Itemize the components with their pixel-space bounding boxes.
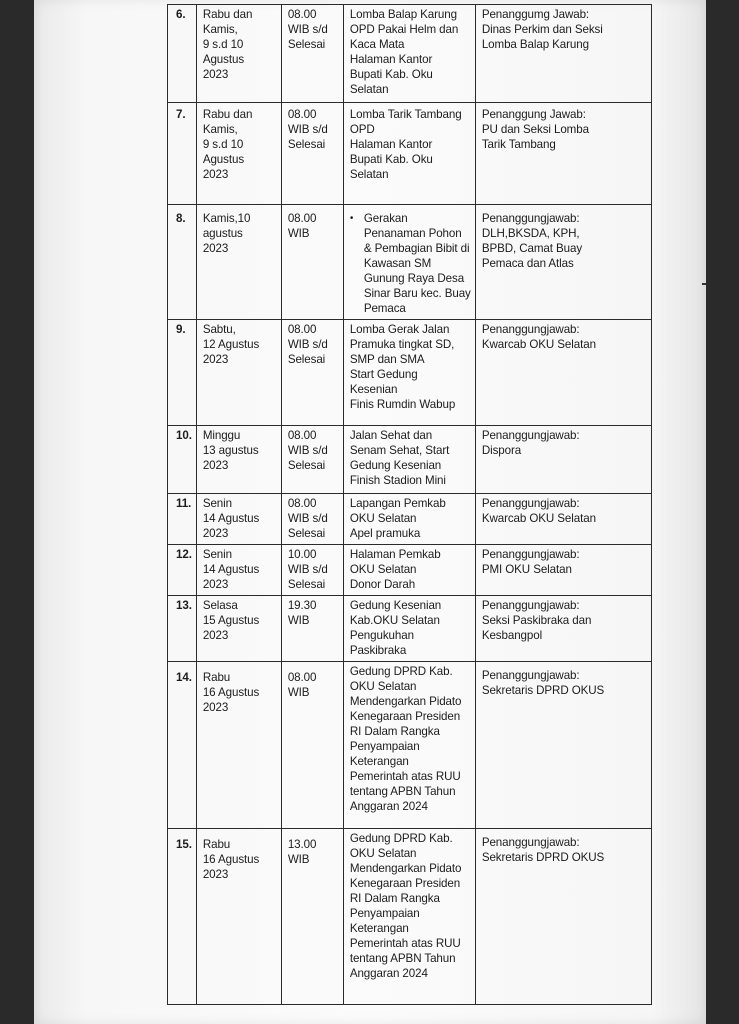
row-number-text: 6. <box>176 8 186 21</box>
row-activity-line: OKU Selatan <box>349 563 417 576</box>
row-date-line: 2023 <box>202 168 229 181</box>
row-activity-line: Paskibraka <box>349 644 407 657</box>
row-time-line: WIB s/d <box>287 563 328 576</box>
row-activity-line: Sinar Baru kec. Buay <box>363 287 471 300</box>
row-number-text: 15. <box>176 838 192 851</box>
row-activity-line: Lomba Balap Karung <box>349 8 457 21</box>
row-time <box>281 320 343 426</box>
row-date-line: 2023 <box>202 629 229 642</box>
row-number-text: 8. <box>176 212 186 225</box>
row-date <box>196 545 281 596</box>
row-activity-line: RI Dalam Rangka <box>349 892 440 905</box>
row-time-line: WIB s/d <box>287 123 328 136</box>
schedule-row <box>168 5 652 103</box>
row-responsible-line: PU dan Seksi Lomba <box>481 123 589 136</box>
row-activity-line: Keterangan <box>349 755 409 768</box>
row-date-line: 13 agustus <box>202 444 259 457</box>
schedule-row <box>168 829 652 1005</box>
row-activity-line: OKU Selatan <box>349 680 417 693</box>
row-responsible <box>475 829 651 1005</box>
row-activity-line: Pemerintah atas RUU <box>349 937 461 950</box>
row-date <box>196 494 281 545</box>
row-time-line: WIB s/d <box>287 512 328 525</box>
row-activity-line: OPD <box>349 123 375 136</box>
row-date <box>196 426 281 494</box>
row-time-line: 08.00 <box>287 108 317 121</box>
row-date <box>196 829 281 1005</box>
row-time-line: 08.00 <box>287 497 317 510</box>
row-activity-line: Kesenian <box>349 383 398 396</box>
row-activity-line: Selatan <box>349 83 389 96</box>
row-time-line: Selesai <box>287 578 326 591</box>
row-responsible-line: DLH,BKSDA, KPH, <box>481 227 580 240</box>
row-responsible-line: Sekretaris DPRD OKUS <box>481 851 605 864</box>
row-number-text: 14. <box>176 671 192 684</box>
row-responsible-line: Penanggungjawab: <box>481 212 580 225</box>
row-activity-line: OKU Selatan <box>349 512 417 525</box>
row-responsible-line: PMI OKU Selatan <box>481 563 572 576</box>
row-responsible-line: Penanggungjawab: <box>481 429 580 442</box>
row-responsible-line: Tarik Tambang <box>481 138 556 151</box>
row-responsible <box>475 545 651 596</box>
schedule-row <box>168 205 652 320</box>
row-date-line: 14 Agustus <box>202 512 260 525</box>
row-number <box>168 103 197 205</box>
row-activity-line: Senam Sehat, Start <box>349 444 450 457</box>
row-responsible <box>475 205 651 320</box>
schedule-row <box>168 494 652 545</box>
row-time-line: WIB <box>287 686 310 699</box>
row-activity-line: Jalan Sehat dan <box>349 429 433 442</box>
row-time <box>281 205 343 320</box>
row-activity-line: Finish Stadion Mini <box>349 474 446 487</box>
row-date-line: Kamis, <box>202 123 238 136</box>
row-date-line: 14 Agustus <box>202 563 260 576</box>
row-number <box>168 205 197 320</box>
row-activity-line: SMP dan SMA <box>349 353 425 366</box>
row-date-line: 9 s.d 10 <box>202 38 244 51</box>
row-responsible-line: Kwarcab OKU Selatan <box>481 338 596 351</box>
row-number-text: 10. <box>176 429 192 442</box>
row-time <box>281 545 343 596</box>
row-time-line: WIB <box>287 853 310 866</box>
row-time-line: WIB s/d <box>287 444 328 457</box>
row-number <box>168 545 197 596</box>
row-activity-line: Pengukuhan <box>349 629 414 642</box>
row-activity-line: Gedung Kesenian <box>349 599 442 612</box>
row-activity-line: Penanaman Pohon <box>363 227 462 240</box>
row-responsible-line: Penanggungjawab: <box>481 599 580 612</box>
row-time <box>281 103 343 205</box>
row-number <box>168 494 197 545</box>
row-date-line: 16 Agustus <box>202 686 260 699</box>
row-activity-line: Kenegaraan Presiden <box>349 710 461 723</box>
row-date-line: 2023 <box>202 459 229 472</box>
row-date-line: 2023 <box>202 242 229 255</box>
row-activity-line: Bupati Kab. Oku <box>349 68 433 81</box>
schedule-row <box>168 662 652 829</box>
row-date-line: 2023 <box>202 353 229 366</box>
row-time-line: 08.00 <box>287 429 317 442</box>
row-number-text: 13. <box>176 599 192 612</box>
row-responsible-line: Penanggungjawab: <box>481 669 580 682</box>
row-date-line: Rabu dan <box>202 8 253 21</box>
row-time-line: Selesai <box>287 459 326 472</box>
row-activity <box>343 494 475 545</box>
row-responsible-line: Penanggungjawab: <box>481 323 580 336</box>
row-activity <box>343 103 475 205</box>
row-responsible-line: Dispora <box>481 444 522 457</box>
row-time-line: 08.00 <box>287 671 317 684</box>
row-responsible-line: Penanggung Jawab: <box>481 108 586 121</box>
row-activity <box>343 829 475 1005</box>
row-date-line: 12 Agustus <box>202 338 260 351</box>
row-time <box>281 662 343 829</box>
row-activity-line: Halaman Kantor <box>349 53 433 66</box>
row-number-text: 9. <box>176 323 186 336</box>
row-date-line: Agustus <box>202 53 245 66</box>
row-number-text: 11. <box>176 497 192 510</box>
row-time-line: WIB <box>287 227 310 240</box>
row-time <box>281 494 343 545</box>
row-date-line: Kamis, <box>202 23 238 36</box>
row-responsible-line: Seksi Paskibraka dan <box>481 614 592 627</box>
row-responsible <box>475 662 651 829</box>
row-activity-line: Kawasan SM <box>363 257 432 270</box>
row-activity <box>343 5 475 103</box>
row-time <box>281 426 343 494</box>
row-activity-line: Start Gedung <box>349 368 418 381</box>
row-responsible <box>475 494 651 545</box>
schedule-body <box>168 5 652 1005</box>
row-date-line: 15 Agustus <box>202 614 260 627</box>
row-activity <box>343 426 475 494</box>
row-time <box>281 5 343 103</box>
row-date-line: Selasa <box>202 599 238 612</box>
row-activity <box>343 662 475 829</box>
row-activity-line: Kenegaraan Presiden <box>349 877 461 890</box>
row-date-line: agustus <box>202 227 243 240</box>
row-responsible-line: Penanggungjawab: <box>481 548 580 561</box>
row-date-line: 2023 <box>202 68 229 81</box>
row-activity-line: Gunung Raya Desa <box>363 272 465 285</box>
row-activity-line: tentang APBN Tahun <box>349 952 456 965</box>
row-time-line: 08.00 <box>287 323 317 336</box>
schedule-row <box>168 426 652 494</box>
row-time-line: 13.00 <box>287 838 317 851</box>
row-date-line: Kamis,10 <box>202 212 251 225</box>
row-date-line: Minggu <box>202 429 241 442</box>
row-activity <box>343 205 475 320</box>
row-time-line: Selesai <box>287 527 326 540</box>
row-time-line: 08.00 <box>287 212 317 225</box>
row-time-line: 19.30 <box>287 599 317 612</box>
schedule-row <box>168 103 652 205</box>
row-time-line: WIB <box>287 614 310 627</box>
row-activity <box>343 545 475 596</box>
row-activity-line: RI Dalam Rangka <box>349 725 440 738</box>
row-activity-line: Keterangan <box>349 922 409 935</box>
schedule-row <box>168 545 652 596</box>
row-date-line: 2023 <box>202 527 229 540</box>
row-activity-line: Donor Darah <box>349 578 416 591</box>
row-activity-line: Lapangan Pemkab <box>349 497 446 510</box>
row-time-line: Selesai <box>287 353 326 366</box>
row-date-line: 16 Agustus <box>202 853 260 866</box>
row-responsible-line: Sekretaris DPRD OKUS <box>481 684 605 697</box>
row-activity-line: Apel pramuka <box>349 527 421 540</box>
row-date <box>196 5 281 103</box>
row-number <box>168 829 197 1005</box>
row-activity-line: Gedung DPRD Kab. <box>349 832 453 845</box>
row-responsible <box>475 5 651 103</box>
row-responsible <box>475 103 651 205</box>
row-time <box>281 596 343 662</box>
row-date <box>196 596 281 662</box>
margin-mark <box>702 283 706 285</box>
row-number <box>168 5 197 103</box>
row-date <box>196 205 281 320</box>
row-activity-line: Gerakan <box>363 212 408 225</box>
row-responsible <box>475 596 651 662</box>
row-date <box>196 320 281 426</box>
row-date-line: Senin <box>202 497 232 510</box>
event-schedule-table <box>167 4 652 1005</box>
row-activity-line: OPD Pakai Helm dan <box>349 23 459 36</box>
row-responsible <box>475 426 651 494</box>
row-activity-line: Lomba Gerak Jalan <box>349 323 450 336</box>
row-activity-line: Mendengarkan Pidato <box>349 862 462 875</box>
row-responsible-line: Kwarcab OKU Selatan <box>481 512 596 525</box>
row-activity-line: Anggaran 2024 <box>349 800 428 813</box>
row-responsible-line: Lomba Balap Karung <box>481 38 589 51</box>
row-date <box>196 103 281 205</box>
row-activity-line: Pramuka tingkat SD, <box>349 338 455 351</box>
row-time-line: 10.00 <box>287 548 317 561</box>
row-activity-line: Pemaca <box>363 302 406 315</box>
row-date-line: 9 s.d 10 <box>202 138 244 151</box>
row-activity-line: Halaman Kantor <box>349 138 433 151</box>
row-activity-line: Kaca Mata <box>349 38 405 51</box>
row-time-line: 08.00 <box>287 8 317 21</box>
row-date-line: 2023 <box>202 701 229 714</box>
bullet-icon: • <box>349 213 354 224</box>
row-activity-line: Bupati Kab. Oku <box>349 153 433 166</box>
schedule-row <box>168 596 652 662</box>
row-responsible-line: Penanggungjawab: <box>481 836 580 849</box>
schedule-row <box>168 320 652 426</box>
row-activity-line: & Pembagian Bibit di <box>363 242 470 255</box>
row-time-line: Selesai <box>287 138 326 151</box>
row-number-text: 12. <box>176 548 192 561</box>
row-date-line: Rabu dan <box>202 108 253 121</box>
row-time-line: WIB s/d <box>287 338 328 351</box>
row-time <box>281 829 343 1005</box>
row-date-line: Senin <box>202 548 232 561</box>
row-activity-line: Anggaran 2024 <box>349 967 428 980</box>
row-number <box>168 320 197 426</box>
row-date <box>196 662 281 829</box>
row-time-line: WIB s/d <box>287 23 328 36</box>
row-responsible-line: Pemaca dan Atlas <box>481 257 574 270</box>
row-activity-line: Selatan <box>349 168 389 181</box>
row-activity-line: Gedung Kesenian <box>349 459 442 472</box>
bullet-item <box>350 211 471 316</box>
row-activity-line: Lomba Tarik Tambang <box>349 108 462 121</box>
row-activity-line: OKU Selatan <box>349 847 417 860</box>
row-activity-line: Halaman Pemkab <box>349 548 441 561</box>
row-activity-line: Penyampaian <box>349 740 420 753</box>
row-responsible-line: Kesbangpol <box>481 629 543 642</box>
row-date-line: Rabu <box>202 671 231 684</box>
row-number <box>168 662 197 829</box>
row-activity-line: Finis Rumdin Wabup <box>349 398 456 411</box>
row-responsible-line: BPBD, Camat Buay <box>481 242 583 255</box>
row-activity-line: Mendengarkan Pidato <box>349 695 462 708</box>
row-activity-line: Gedung DPRD Kab. <box>349 665 453 678</box>
row-responsible-line: Dinas Perkim dan Seksi <box>481 23 603 36</box>
row-activity-line: Kab.OKU Selatan <box>349 614 440 627</box>
row-date-line: 2023 <box>202 578 229 591</box>
row-activity <box>343 596 475 662</box>
row-responsible-line: Penanggumg Jawab: <box>481 8 590 21</box>
row-responsible-line: Penanggungjawab: <box>481 497 580 510</box>
row-activity-line: Penyampaian <box>349 907 420 920</box>
row-date-line: Agustus <box>202 153 245 166</box>
row-activity <box>343 320 475 426</box>
row-date-line: 2023 <box>202 868 229 881</box>
row-date-line: Rabu <box>202 838 231 851</box>
row-time-line: Selesai <box>287 38 326 51</box>
row-number <box>168 596 197 662</box>
row-number <box>168 426 197 494</box>
row-activity-line: Pemerintah atas RUU <box>349 770 461 783</box>
row-responsible <box>475 320 651 426</box>
row-number-text: 7. <box>176 108 186 121</box>
row-activity-line: tentang APBN Tahun <box>349 785 456 798</box>
row-date-line: Sabtu, <box>202 323 236 336</box>
